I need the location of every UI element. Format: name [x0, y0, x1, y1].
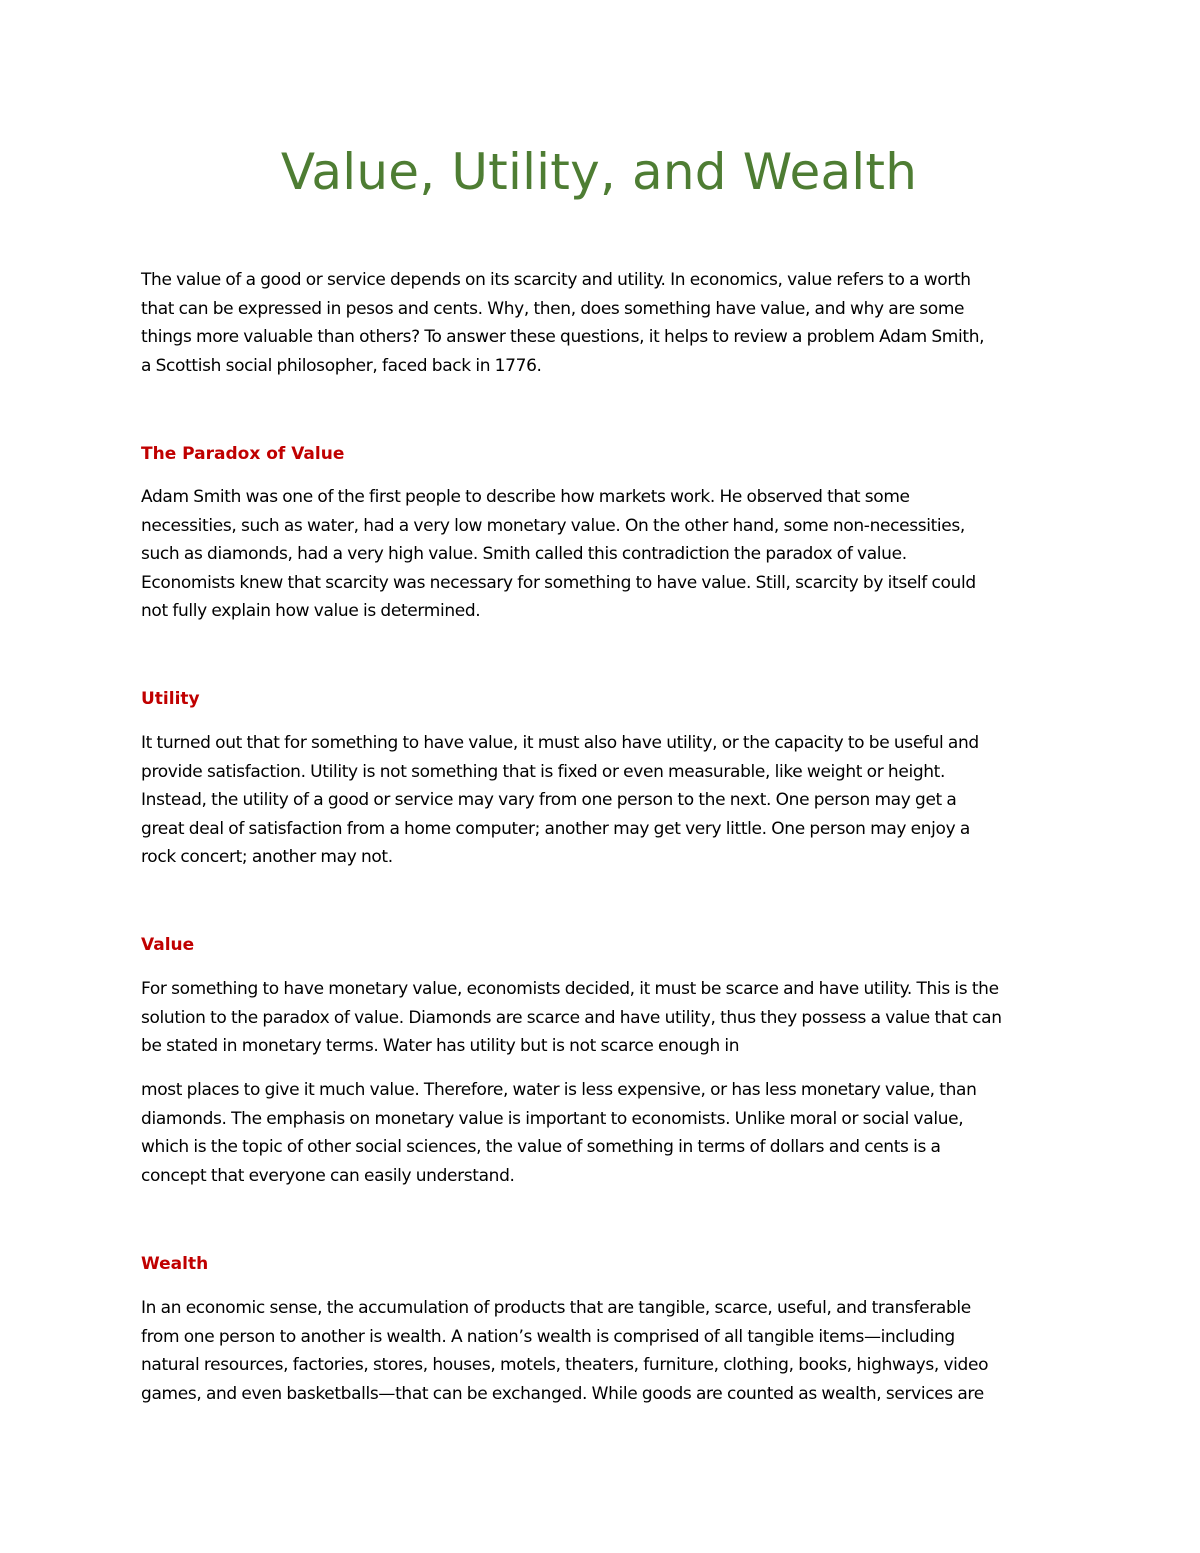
- document-page: [141, 0, 1071, 1553]
- text-line: that can be expressed in pesos and cents. Why, then, does something have value, and why are some: [141, 298, 965, 319]
- utility-paragraph: [141, 729, 1071, 872]
- text-line: a Scottish social philosopher, faced back in 1776.: [141, 355, 542, 376]
- intro-paragraph: [141, 266, 1071, 380]
- text-line: natural resources, factories, stores, houses, motels, theaters, furniture, clothing, books, highways, video: [141, 1355, 989, 1376]
- section-heading-value: Value: [141, 935, 195, 955]
- section-heading-paradox-of-value: The Paradox of Value: [141, 444, 345, 464]
- value-paragraph: [141, 975, 1071, 1061]
- text-line: most places to give it much value. Therefore, water is less expensive, or has less monetary value, than: [141, 1080, 977, 1100]
- text-line: games, and even basketballs—that can be exchanged. While goods are counted as wealth, services are: [141, 1383, 984, 1404]
- text-line: It turned out that for something to have value, it must also have utility, or the capacity to be useful and: [141, 733, 979, 753]
- text-line: great deal of satisfaction from a home computer; another may get very little. One person may enjoy a: [141, 818, 970, 839]
- paradox-of-value-paragraph: [141, 483, 1071, 626]
- text-line: provide satisfaction. Utility is not something that is fixed or even measurable, like weight or height.: [141, 761, 946, 782]
- text-line: which is the topic of other social sciences, the value of something in terms of dollars and cents is a: [141, 1137, 941, 1158]
- text-line: not fully explain how value is determined.: [141, 601, 481, 622]
- document-title: Value, Utility, and Wealth: [280, 143, 918, 201]
- section-heading-wealth: Wealth: [141, 1254, 209, 1274]
- section-heading-utility: Utility: [141, 689, 200, 709]
- text-line: Instead, the utility of a good or service may vary from one person to the next. One person may get a: [141, 790, 957, 811]
- text-line: solution to the paradox of value. Diamonds are scarce and have utility, thus they possess a value that can: [141, 1007, 1002, 1028]
- text-line: diamonds. The emphasis on monetary value is important to economists. Unlike moral or social value,: [141, 1108, 964, 1129]
- text-line: rock concert; another may not.: [141, 847, 393, 868]
- text-line: The value of a good or service depends on its scarcity and utility. In economics, value refers to a worth: [141, 270, 971, 290]
- text-line: Economists knew that scarcity was necessary for something to have value. Still, scarcity by itself could: [141, 572, 976, 593]
- text-line: concept that everyone can easily understand.: [141, 1165, 515, 1186]
- text-line: such as diamonds, had a very high value. Smith called this contradiction the paradox of value.: [141, 544, 907, 565]
- text-line: In an economic sense, the accumulation of products that are tangible, scarce, useful, and transferable: [141, 1298, 971, 1318]
- text-line: Adam Smith was one of the first people to describe how markets work. He observed that some: [141, 487, 910, 507]
- text-line: from one person to another is wealth. A nation’s wealth is comprised of all tangible items—including: [141, 1326, 955, 1347]
- wealth-paragraph: [141, 1294, 1071, 1408]
- text-line: be stated in monetary terms. Water has utility but is not scarce enough in: [141, 1036, 740, 1057]
- text-line: For something to have monetary value, economists decided, it must be scarce and have utility. This is the: [141, 979, 999, 999]
- text-line: necessities, such as water, had a very low monetary value. On the other hand, some non-necessities,: [141, 515, 965, 536]
- value-continuation-paragraph: [141, 1076, 1071, 1190]
- text-line: things more valuable than others? To answer these questions, it helps to review a problem Adam Smith,: [141, 327, 985, 348]
